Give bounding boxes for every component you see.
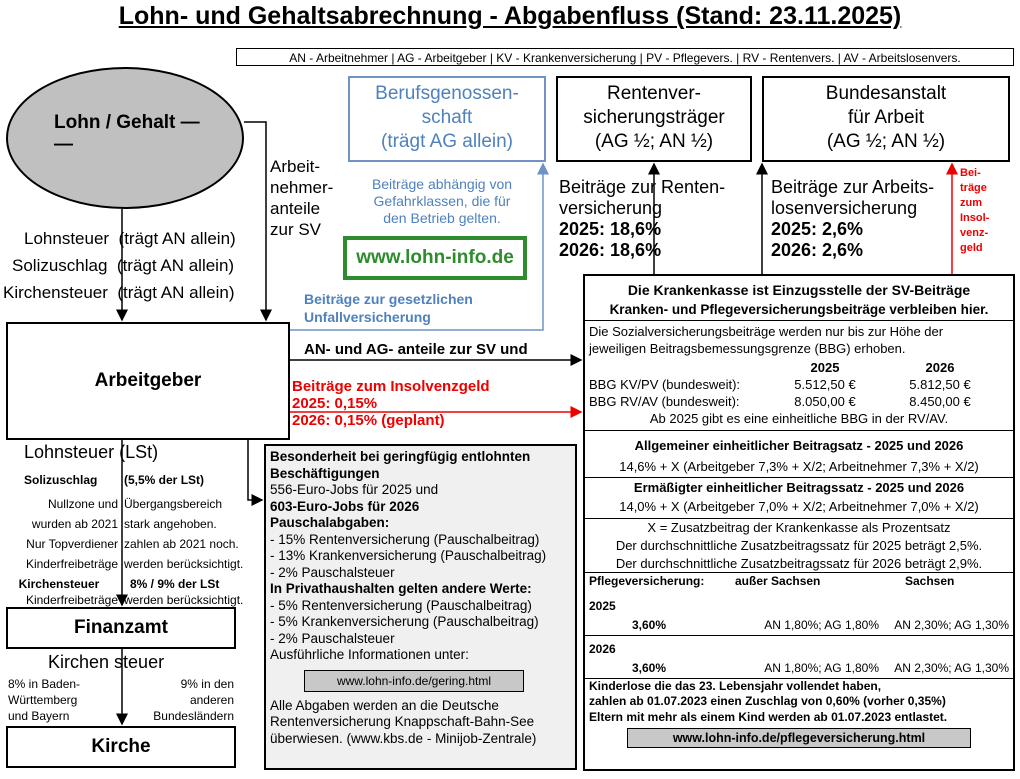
minijob-link[interactable]: www.lohn-info.de/gering.html (304, 670, 524, 692)
steuern-list (3, 225, 236, 306)
website-link[interactable]: www.lohn-info.de (343, 236, 527, 280)
kirchensteuer-right-note: 9% in den anderen Bundesländern (153, 677, 234, 723)
insolvenz-note: Bei- träge zum Insol- venz- geld (960, 167, 990, 254)
arbeitgeber-box: Arbeitgeber (6, 322, 290, 440)
bbg-header: 2025 2026 (810, 360, 955, 375)
pflegeversicherung-link[interactable]: www.lohn-info.de/pflegeversicherung.html (627, 728, 971, 748)
lohn-gehalt-label: Lohn / Gehalt — — (54, 112, 200, 155)
bundesanstalt-box: Bundesanstalt für Arbeit (AG ½; AN ½) (762, 76, 1010, 162)
rentenversicherung-box: Rentenver- sicherungsträger (AG ½; AN ½) (556, 76, 752, 162)
berufsgenossenschaft-desc: Beiträge abhängig von Gefahrklassen, die für den Betrieb gelten. (371, 176, 513, 226)
bundesanstalt-desc: Beiträge zur Arbeits- losenversicherung 2025: 2,6% 2026: 2,6% (771, 177, 935, 260)
rentenversicherung-desc: Beiträge zur Renten- versicherung 2025: 18,6% 2026: 18,6% (559, 177, 726, 260)
pflege-row-2025: 3,60% AN 1,80%; AG 1,80% AN 2,30%; AG 1,30% (585, 613, 1013, 636)
page-title: Lohn- und Gehaltsabrechnung - Abgabenfluss (Stand: 23.11.2025) (118, 2, 902, 30)
bbg-row-rvav: BBG RV/AV (bundesweit): 8.050,00 € 8.450,00 € (589, 394, 971, 409)
steuer-lohnsteuer: Lohnsteuer (trägt AN allein) (24, 229, 236, 248)
soli-details: Solizuschlag (5,5% der LSt) (24, 473, 205, 487)
krankenkasse-box: Die Krankenkasse ist Einzugsstelle der SV-Beiträge Kranken- und Pflegeversicherungsbeiträge verbleiben hier. Die Sozialversicherungsbeiträge werden nur bis zur Höhe der jeweiligen Beitragsbemessungsgrenze (BBG) erhoben. 2025 2026 BBG KV/PV (bundesweit): 5.512,50 € 5.812,50 € BBG RV/AV (bundesweit): 8.050,00 € 8.450,00 € Ab 2025 gibt es eine einheitliche BBG in der RV/AV. Allgemeiner einheitlicher Beitragsatz - 2025 und 2026 14,6% + X (Arbeitgeber 7,3% + X/2; Arbeitnehmer 7,3% + X/2) Ermäßigter einheitlicher Beitragssatz - 2025 und 2026 14,0% + X (Arbeitgeber 7,0% + X/2; Arbeitnehmer 7,0% + X/2) X = Zusatzbeitrag der Krankenkasse als Prozentsatz Der durchschnittliche Zusatzbeitragssatz für 2025 beträgt 2,5%. Der durchschnittliche Zusatzbeitragssatz für 2026 beträgt 2,9%. Pflegeversicherung: außer Sachsen Sachsen 2025 3,60% AN 1,80%; AG 1,80% AN 2,30%; AG 1,30% 2026 3,60% AN 1,80%; AG 1,80% AN 2,30%; AG 1,30% Kinderlose die das 23. Lebensjahr vollendet haben, zahlen ab 01.07.2023 einen Zuschlag von 0,60% (vorher 0,35%) Eltern mit mehr als einem Kind werden ab 01.07.2023 entlastet. www.lohn-info.de/pflegeversicherung.html (583, 274, 1015, 771)
kirchensteuer-left-note: 8% in Baden- Württemberg und Bayern (8, 677, 81, 723)
soli-rows: Nullzone und Übergangsbereich wurden ab 2021 stark angehoben. Nur Topverdiener zahlen ab 2021 noch. Kinderfreibeträge werden berücksichtigt. (25, 497, 244, 571)
steuer-kirche: Kirchensteuer (trägt AN allein) (3, 283, 235, 302)
sv-anteile-label: AN- und AG- anteile zur SV und (304, 341, 528, 358)
pflege-header: Pflegeversicherung: außer Sachsen Sachsen (589, 574, 955, 588)
kirchensteuer-flow-label: Kirchen steuer (48, 652, 165, 672)
kirchensteuer-details: Kirchensteuer 8% / 9% der LSt Kinderfreibeträge werden berücksichtigt. (18, 577, 244, 607)
berufsgenossenschaft-box: Berufsgenossen- schaft (trägt AG allein) (348, 76, 546, 162)
pflege-row-2026: 3,60% AN 1,80%; AG 1,80% AN 2,30%; AG 1,30% (585, 656, 1013, 679)
abbreviation-legend: AN - Arbeitnehmer | AG - Arbeitgeber | KV - Krankenversicherung | PV - Pflegevers. | RV - Rentenvers. | AV - Arbeitslosenvers. (236, 48, 1014, 66)
kirche-box: Kirche (6, 726, 236, 768)
insolvenzgeld-label: Beiträge zum Insolvenzgeld 2025: 0,15% 2026: 0,15% (geplant) (292, 378, 490, 429)
an-anteile-label: Arbeit- nehmer- anteile zur SV (270, 157, 334, 239)
unfallversicherung-label: Beiträge zur gesetzlichen Unfallversicherung (304, 291, 473, 325)
lohnsteuer-header: Lohnsteuer (LSt) (24, 442, 159, 462)
minijob-box: Besonderheit bei geringfügig entlohnten Beschäftigungen 556-Euro-Jobs für 2025 und 603-Euro-Jobs für 2026 Pauschalabgaben: - 15% Rentenversicherung (Pauschalbeitrag) - 13% Krankenversicherung (Pauschalbeitrag) - 2% Pauschalsteuer In Privathaushalten gelten andere Werte: - 5% Rentenversicherung (Pauschalbeitrag) - 5% Krankenversicherung (Pauschalbeitrag) - 2% Pauschalsteuer Ausführliche Informationen unter: www.lohn-info.de/gering.html Alle Abgaben werden an die Deutsche Rentenversicherung Knappschaft-Bahn-See überwiesen. (www.kbs.de - Minijob-Zentrale) (264, 444, 577, 770)
steuer-soli: Solizuschlag (trägt AN allein) (12, 256, 235, 275)
bbg-row-kvpv: BBG KV/PV (bundesweit): 5.512,50 € 5.812,50 € (589, 377, 971, 392)
finanzamt-box: Finanzamt (6, 607, 236, 649)
